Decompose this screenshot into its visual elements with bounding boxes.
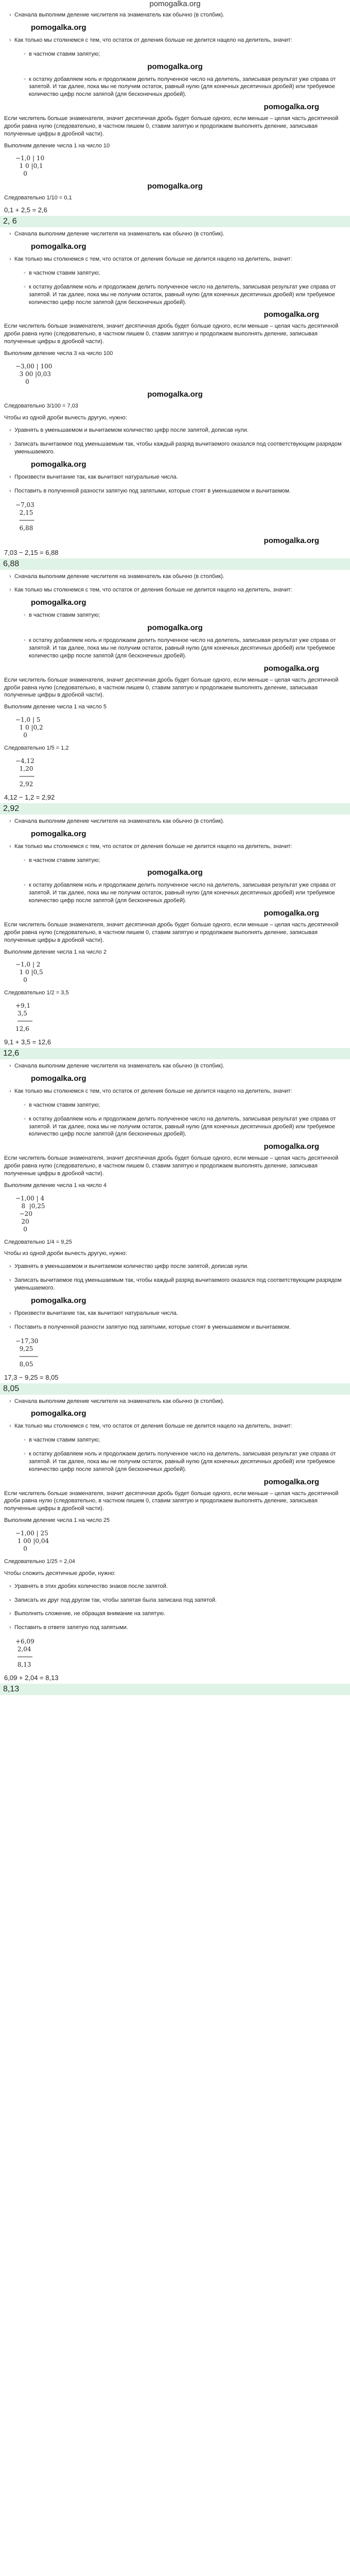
divide-label: Выполним деление числа 1 на число 5 — [4, 704, 107, 710]
answer: 12,6 — [0, 1048, 350, 1059]
division-calc: −3,00 | 100 3 00 |0,03 0 — [15, 362, 52, 385]
step: › Сначала выполним деление числителя на знаменатель как обычно (в столбик). — [9, 12, 224, 18]
watermark: pomogalka.org — [147, 182, 203, 191]
fraction-line: Следовательно 1/25 = 2,04 — [4, 1558, 75, 1565]
step: › Как только мы столкнемся с тем, что остаток от деления больше не делится нацело на делитель, значит: — [9, 587, 292, 594]
step: › Сначала выполним деление числителя на знаменатель как обычно (в столбик). — [9, 1398, 224, 1404]
explanation: Если числитель больше знаменателя, значит десятичная дробь будет больше одного, если меньше – целая часть десятичной дроби равна нулю (следовательно, в частном пишем 0, ставим запятую и продолжаем выполнять деление, записывая полученные цифры в дробной части). — [4, 921, 339, 943]
fraction-line: Следовательно 1/5 = 1,2 — [4, 745, 69, 752]
top-watermark: pomogalka.org — [149, 0, 201, 8]
division-calc: −1,00 | 25 1 00 |0,04 0 — [15, 1529, 49, 1552]
explanation: Если числитель больше знаменателя, значит десятичная дробь будет больше одного, если меньше – целая часть десятичной дроби равна нулю (следовательно, в частном пишем 0, ставим запятую и продолжаем выполнять деление, записывая полученные цифры в дробной части). — [4, 676, 339, 699]
sub-step: ◦ к остатку добавляем ноль и продолжаем делить полученное число на делитель, записывая результат уже справа от запятой. И так далее, пока мы не получим остаток, равный нулю (для конечных десятичных дробей) или требуемое количество цифр после запятой (для бесконечных дробей). — [24, 637, 336, 659]
step: › Как только мы столкнемся с тем, что остаток от деления больше не делится нацело на делитель, значит: — [9, 256, 292, 263]
explanation: Если числитель больше знаменателя, значит десятичная дробь будет больше одного, если меньше – целая часть десятичной дроби равна нулю (следовательно, в частном пишем 0, ставим запятую и продолжаем выполнять деление, записывая полученные цифры в дробной части). — [4, 115, 339, 137]
watermark: pomogalka.org — [31, 242, 86, 251]
task-3 — [0, 570, 350, 815]
fraction-line: Следовательно 3/100 = 7,03 — [4, 402, 78, 409]
watermark: pomogalka.org — [147, 62, 203, 71]
divide-label: Выполним деление числа 1 на число 10 — [4, 142, 110, 149]
result-line: 17,3 − 9,25 = 8,05 — [4, 1373, 59, 1381]
watermark: pomogalka.org — [264, 536, 319, 545]
sub-step: ◦ к остатку добавляем ноль и продолжаем делить полученное число на делитель, записывая результат уже справа от запятой. И так далее, пока мы не получим остаток, равный нулю (для конечных десятичных дробей) или требуемое количество цифр после запятой (для бесконечных дробей). — [24, 1115, 336, 1138]
watermark: pomogalka.org — [31, 829, 86, 838]
step: › Сначала выполним деление числителя на знаменатель как обычно (в столбик). — [9, 573, 224, 580]
addition-calc: +6,09 2,04 ──── 8,13 — [15, 1638, 34, 1669]
task-1 — [0, 8, 350, 227]
watermark: pomogalka.org — [264, 908, 319, 918]
result-line: 7,03 − 2,15 = 6,88 — [4, 548, 59, 556]
watermark: pomogalka.org — [31, 23, 86, 32]
step: › Сначала выполним деление числителя на знаменатель как обычно (в столбик). — [9, 231, 224, 238]
subtract-label: Чтобы из одной дроби вычесть другую, нужно: — [4, 414, 127, 421]
step: › Сначала выполним деление числителя на знаменатель как обычно (в столбик). — [9, 1063, 224, 1070]
task-6 — [0, 1395, 350, 1696]
answer: 8,13 — [0, 1684, 350, 1695]
watermark: pomogalka.org — [31, 1409, 86, 1418]
watermark: pomogalka.org — [264, 103, 319, 112]
division-calc: −1,0 | 10 1 0 |0,1 0 — [15, 155, 45, 178]
step: › Поставить в полученной разности запятую под запятыми, которые стоят в уменьшаемом и вычитаемом. — [9, 1324, 291, 1330]
step: › Как только мы столкнемся с тем, что остаток от деления больше не делится нацело на делитель, значит: — [9, 1088, 292, 1095]
answer: 8,05 — [0, 1383, 350, 1395]
result-line: 0,1 + 2,5 = 2,6 — [4, 206, 47, 214]
step: › Уравнять в этих дробях количество знаков после запятой. — [9, 1583, 168, 1589]
step: › Как только мы столкнемся с тем, что остаток от деления больше не делится нацело на делитель, значит: — [9, 1423, 292, 1430]
subtraction-calc: −17,30 9,25 ───── 8,05 — [15, 1337, 39, 1368]
step: › Уравнять в уменьшаемом и вычитаемом количество цифр после запятой, дописав нули. — [9, 427, 249, 434]
sub-step: ◦ в частном ставим запятую; — [24, 50, 100, 57]
watermark: pomogalka.org — [264, 310, 319, 319]
watermark: pomogalka.org — [147, 389, 203, 399]
step: › Выполнить сложение, не обращая внимание на запятую. — [9, 1611, 166, 1617]
result-line: 6,09 + 2,04 = 8,13 — [4, 1674, 59, 1682]
watermark: pomogalka.org — [31, 460, 86, 469]
subtraction-calc: −7,03 2,15 ──── 6,88 — [15, 501, 34, 532]
subtraction-calc: −4,12 1,20 ──── 2,92 — [15, 757, 34, 788]
division-calc: −1,00 | 4 8 |0,25 −20 20 0 — [15, 1194, 45, 1233]
step: › Поставить в полученной разности запятую под запятыми, которые стоят в уменьшаемом и вычитаемом. — [9, 487, 291, 494]
divide-label: Выполним деление числа 3 на число 100 — [4, 350, 113, 357]
answer: 2,92 — [0, 803, 350, 815]
result-line: 9,1 + 3,5 = 12,6 — [4, 1038, 51, 1046]
explanation: Если числитель больше знаменателя, значит десятичная дробь будет больше одного, если меньше – целая часть десятичной дроби равна нулю (следовательно, в частном пишем 0, ставим запятую и продолжаем выполнять деление, записывая полученные цифры в дробной части). — [4, 1155, 339, 1177]
step: › Записать вычитаемое под уменьшаемым так, чтобы каждый разряд вычитаемого оказался под соответствующим разрядом уменьшаемого. — [9, 441, 342, 455]
watermark: pomogalka.org — [264, 1142, 319, 1151]
step: › Записать их друг под другом так, чтобы запятая была записана под запятой. — [9, 1597, 217, 1603]
watermark: pomogalka.org — [147, 623, 203, 633]
sub-step: ◦ в частном ставим запятую; — [24, 1101, 100, 1108]
watermark: pomogalka.org — [264, 664, 319, 673]
step: › Как только мы столкнемся с тем, что остаток от деления больше не делится нацело на делитель, значит: — [9, 37, 292, 43]
step: › Произвести вычитание так, как вычитают натуральные числа. — [9, 473, 178, 480]
sub-step: ◦ в частном ставим запятую; — [24, 269, 100, 276]
divide-label: Выполним деление числа 1 на число 2 — [4, 948, 107, 955]
divide-label: Выполним деление числа 1 на число 25 — [4, 1517, 110, 1524]
task-5 — [0, 1059, 350, 1394]
step: › Поставить в ответе запятую под запятыми. — [9, 1624, 128, 1631]
fraction-line: Следовательно 1/10 = 0,1 — [4, 195, 72, 201]
sub-step: ◦ в частном ставим запятую; — [24, 612, 100, 619]
step: › Как только мы столкнемся с тем, что остаток от деления больше не делится нацело на делитель, значит: — [9, 843, 292, 850]
explanation: Если числитель больше знаменателя, значит десятичная дробь будет больше одного, если меньше – целая часть десятичной дроби равна нулю (следовательно, в частном пишем 0, ставим запятую и продолжаем выполнять деление, записывая полученные цифры в дробной части). — [4, 1490, 339, 1512]
fraction-line: Следовательно 1/2 = 3,5 — [4, 990, 69, 996]
result-line: 4,12 − 1,2 = 2,92 — [4, 793, 55, 801]
task-4 — [0, 815, 350, 1059]
division-calc: −1,0 | 2 1 0 |0,5 0 — [15, 961, 43, 984]
watermark: pomogalka.org — [31, 1074, 86, 1083]
sub-step: ◦ к остатку добавляем ноль и продолжаем делить полученное число на делитель, записывая результат уже справа от запятой. И так далее, пока мы не получим остаток, равный нулю (для конечных десятичных дробей) или требуемое количество цифр после запятой (для бесконечных дробей). — [24, 283, 336, 306]
watermark: pomogalka.org — [31, 598, 86, 607]
step: › Записать вычитаемое под уменьшаемым так, чтобы каждый разряд вычитаемого оказался под соответствующим разрядом уменьшаемого. — [9, 1277, 342, 1291]
fraction-line: Следовательно 1/4 = 9,25 — [4, 1239, 72, 1245]
sub-step: ◦ к остатку добавляем ноль и продолжаем делить полученное число на делитель, записывая результат уже справа от запятой. И так далее, пока мы не получим остаток, равный нулю (для конечных десятичных дробей) или требуемое количество цифр после запятой (для бесконечных дробей). — [24, 76, 336, 98]
watermark: pomogalka.org — [264, 1477, 319, 1486]
addition-calc: +9,1 3,5 ──── 12,6 — [15, 1002, 32, 1033]
sub-step: ◦ в частном ставим запятую; — [24, 1437, 100, 1444]
watermark: pomogalka.org — [147, 868, 203, 877]
watermark: pomogalka.org — [31, 1296, 86, 1305]
sub-step: ◦ к остатку добавляем ноль и продолжаем делить полученное число на делитель, записывая результат уже справа от запятой. И так далее, пока мы не получим остаток, равный нулю (для конечных десятичных дробей) или требуемое количество цифр после запятой (для бесконечных дробей). — [24, 1451, 336, 1472]
add-label: Чтобы сложить десятичные дроби, нужно: — [4, 1570, 116, 1577]
division-calc: −1,0 | 5 1 0 |0,2 0 — [15, 716, 43, 739]
answer: 6,88 — [0, 558, 350, 570]
step: › Сначала выполним деление числителя на знаменатель как обычно (в столбик). — [9, 818, 224, 824]
task-2 — [0, 227, 350, 569]
explanation: Если числитель больше знаменателя, значит десятичная дробь будет больше одного, если меньше – целая часть десятичной дроби равна нулю (следовательно, в частном пишем 0, ставим запятую и продолжаем выполнять деление, записывая полученные цифры в дробной части). — [4, 323, 339, 345]
answer: 2, 6 — [0, 216, 350, 227]
sub-step: ◦ к остатку добавляем ноль и продолжаем делить полученное число на делитель, записывая результат уже справа от запятой. И так далее, пока мы не получим остаток, равный нулю (для конечных десятичных дробей) или требуемое количество цифр после запятой (для бесконечных дробей). — [24, 882, 336, 904]
sub-step: ◦ в частном ставим запятую; — [24, 857, 100, 863]
divide-label: Выполним деление числа 1 на число 4 — [4, 1182, 107, 1189]
step: › Произвести вычитание так, как вычитают натуральные числа. — [9, 1310, 178, 1316]
step: › Уравнять в уменьшаемом и вычитаемом количество цифр после запятой, дописав нули. — [9, 1263, 249, 1270]
subtract-label: Чтобы из одной дроби вычесть другую, нужно: — [4, 1250, 127, 1257]
